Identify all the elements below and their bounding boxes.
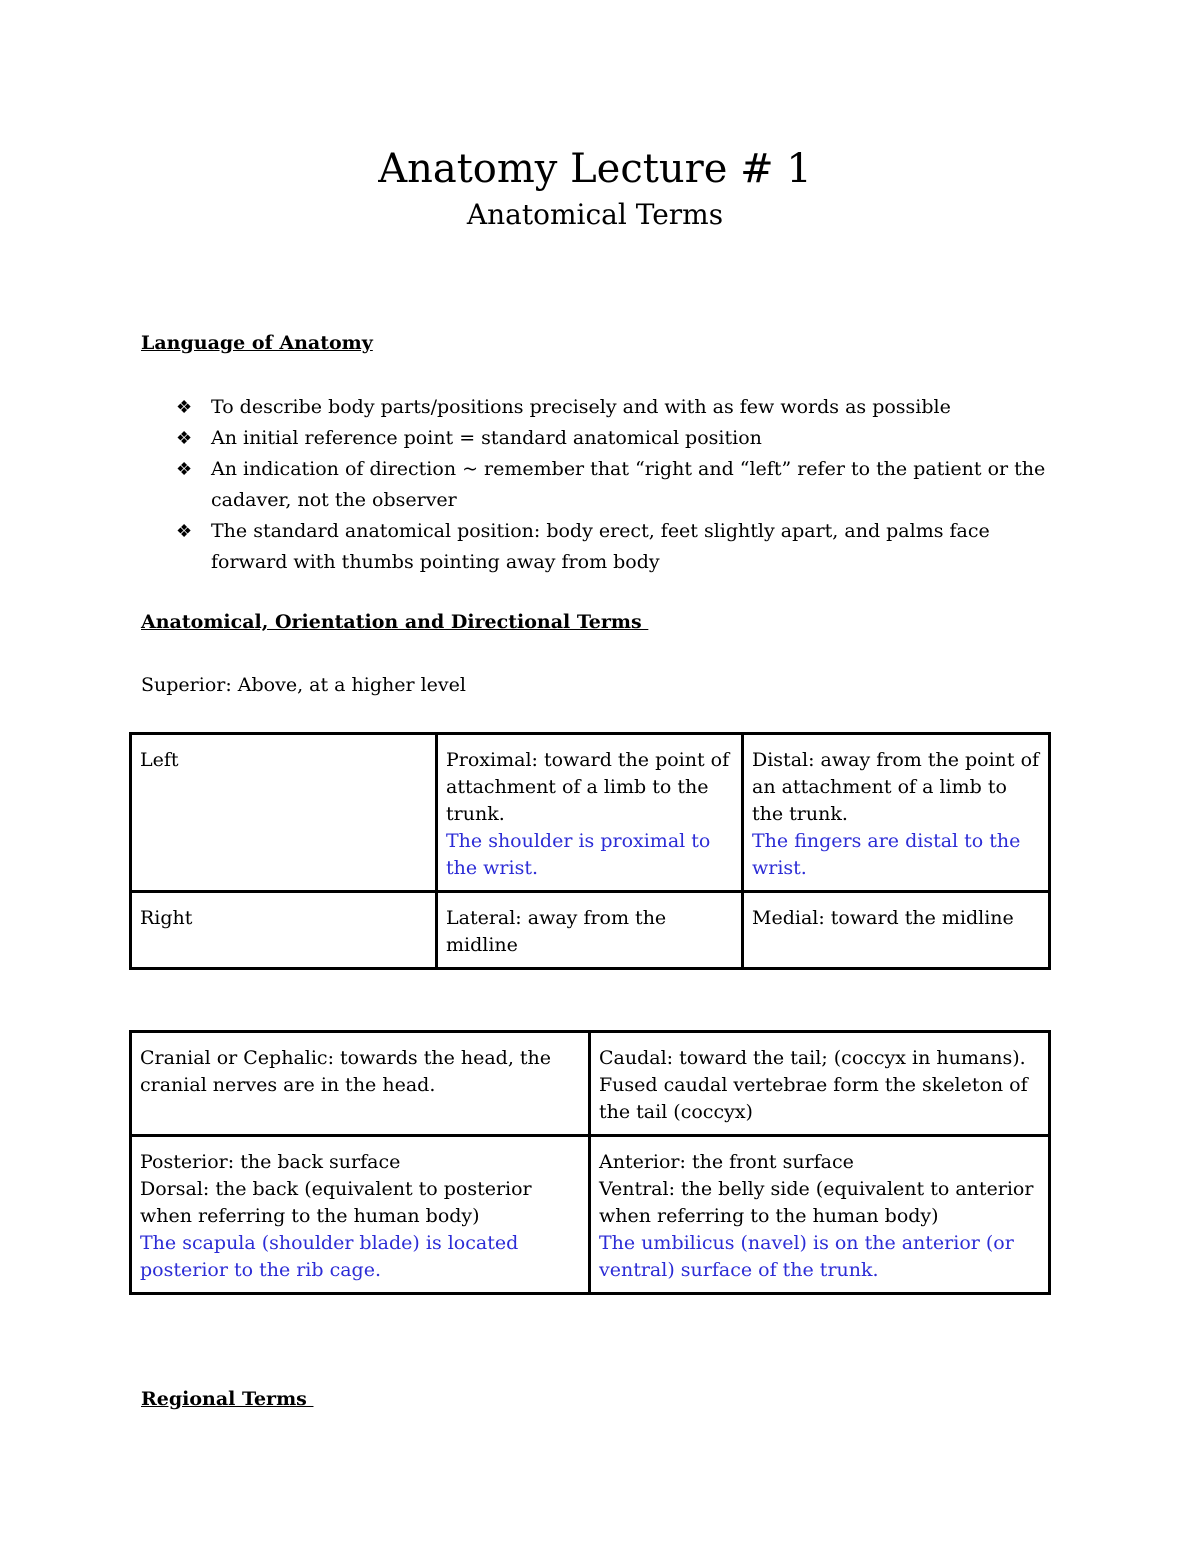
example-text: The scapula (shoulder blade) is located posterior to the rib cage.	[140, 1232, 519, 1281]
table-cell	[437, 734, 743, 892]
table-cell	[131, 1136, 590, 1294]
example-text: The umbilicus (navel) is on the anterior (or ventral) surface of the trunk.	[599, 1232, 1014, 1281]
cell-text: Lateral: away from the midline	[446, 907, 667, 956]
bullet-text: The standard anatomical position: body erect, feet slightly apart, and palms face forward with thumbs pointing away from body	[211, 520, 990, 573]
table-cell	[131, 892, 437, 969]
bullet-text: To describe body parts/positions precisely and with as few words as possible	[211, 396, 951, 418]
diamond-bullet-icon: ❖	[176, 397, 193, 418]
diamond-bullet-icon: ❖	[176, 521, 193, 542]
list-item	[176, 454, 1056, 516]
table-cell	[743, 892, 1050, 969]
cell-text: Distal: away from the point of an attachment of a limb to the trunk.	[752, 749, 1040, 825]
diamond-bullet-icon: ❖	[176, 459, 193, 480]
table-cell	[131, 1032, 590, 1136]
list-item	[176, 516, 1056, 578]
list-item	[176, 423, 1056, 454]
list-item	[176, 392, 1056, 423]
example-text: The fingers are distal to the wrist.	[752, 830, 1021, 879]
table-cell	[437, 892, 743, 969]
cell-text: Ventral: the belly side (equivalent to anterior when referring to the human body)	[599, 1178, 1034, 1227]
heading-language-of-anatomy: Language of Anatomy	[141, 332, 373, 354]
table-cell	[131, 734, 437, 892]
heading-orientation-terms: Anatomical, Orientation and Directional Terms	[141, 611, 649, 633]
bullet-text: An initial reference point = standard anatomical position	[211, 427, 762, 449]
directional-terms-table	[129, 732, 1051, 970]
body-surface-terms-table	[129, 1030, 1051, 1295]
table-row	[131, 892, 1050, 969]
example-text: The shoulder is proximal to the wrist.	[446, 830, 711, 879]
superior-definition: Superior: Above, at a higher level	[141, 674, 466, 696]
diamond-bullet-icon: ❖	[176, 428, 193, 449]
document-subtitle: Anatomical Terms	[466, 198, 724, 231]
cell-text: Posterior: the back surface	[140, 1151, 401, 1173]
cell-text: Dorsal: the back (equivalent to posterior when referring to the human body)	[140, 1178, 532, 1227]
cell-text: Medial: toward the midline	[752, 907, 1014, 929]
table-cell	[590, 1032, 1050, 1136]
cell-text: Cranial or Cephalic: towards the head, the cranial nerves are in the head.	[140, 1047, 552, 1096]
heading-regional-terms: Regional Terms	[141, 1388, 314, 1410]
cell-text: Right	[140, 907, 193, 929]
cell-text: Anterior: the front surface	[599, 1151, 854, 1173]
cell-text: Proximal: toward the point of attachment of a limb to the trunk.	[446, 749, 730, 825]
table-row	[131, 1136, 1050, 1294]
cell-text: Caudal: toward the tail; (coccyx in humans). Fused caudal vertebrae form the skeleton of the tail (coccyx)	[599, 1047, 1028, 1123]
cell-text: Left	[140, 749, 179, 771]
table-row	[131, 734, 1050, 892]
document-title: Anatomy Lecture # 1	[378, 146, 812, 192]
table-row	[131, 1032, 1050, 1136]
language-bullet-list	[176, 392, 1056, 578]
table-cell	[743, 734, 1050, 892]
table-cell	[590, 1136, 1050, 1294]
bullet-text: An indication of direction ~ remember that “right and “left” refer to the patient or the cadaver, not the observer	[211, 458, 1046, 511]
